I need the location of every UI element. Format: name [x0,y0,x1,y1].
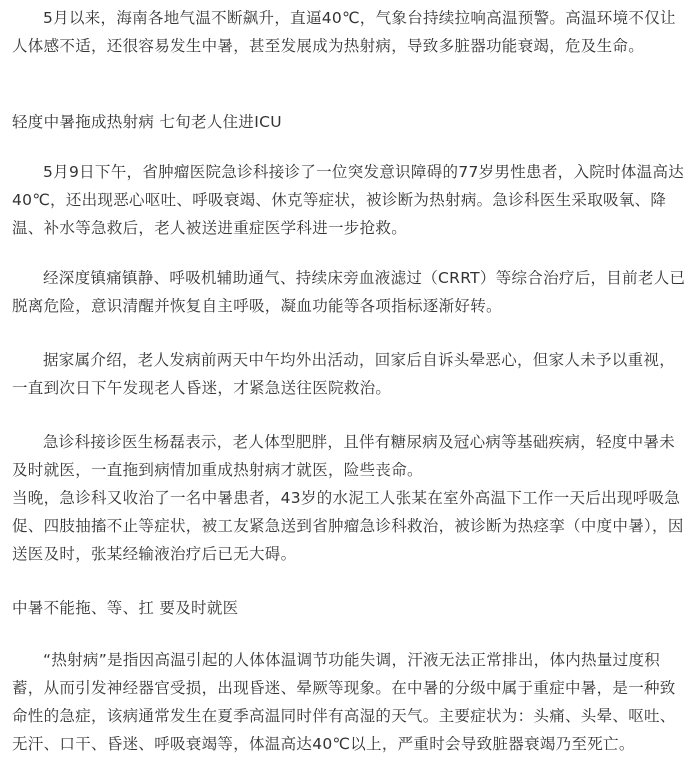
section-heading-2: 中暑不能拖、等、扛 要及时就医 [12,599,239,617]
paragraph-heatstroke-definition: “热射病”是指因高温引起的人体体温调节功能失调，汗液无法正常排出，体内热量过度积蓄，从而引发神经器官受损，出现昏迷、晕厥等现象。在中暑的分级中属于重症中暑，是一种致命性的急症，该病通常发生在夏季高温同时伴有高湿的天气。主要症状为：头痛、头晕、呕吐、无汗、口干、昏迷、呼吸衰竭等，体温高达40℃以上，严重时会导致脏器衰竭乃至死亡。 [12,651,676,753]
section-heading-1: 轻度中暑拖成热射病 七旬老人住进ICU [12,113,282,131]
paragraph-intro: 5月以来，海南各地气温不断飙升，直逼40℃，气象台持续拉响高温预警。高温环境不仅让人体感不适，还很容易发生中暑，甚至发展成为热射病，导致多脏器功能衰竭，危及生命。 [12,9,676,55]
paragraph-case-1: 5月9日下午，省肿瘤医院急诊科接诊了一位突发意识障碍的77岁男性患者，入院时体温高达40℃，还出现恶心呕吐、呼吸衰竭、休克等症状，被诊断为热射病。急诊科医生采取吸氧、降温、补水等急救后，老人被送进重症医学科进一步抢救。 [12,163,685,237]
paragraph-family: 据家属介绍，老人发病前两天中午均外出活动，回家后自诉头晕恶心，但家人未予以重视，一直到次日下午发现老人昏迷，才紧急送往医院救治。 [12,351,676,397]
paragraph-doctor: 急诊科接诊医生杨磊表示，老人体型肥胖，且伴有糖尿病及冠心病等基础疾病，轻度中暑未及时就医，一直拖到病情加重成热射病才就医，险些丧命。 [12,433,676,479]
paragraph-case-2: 当晚，急诊科又收治了一名中暑患者，43岁的水泥工人张某在室外高温下工作一天后出现呼吸急促、四肢抽搐不止等症状，被工友紧急送到省肿瘤急诊科救治，被诊断为热痉挛（中度中暑），因送医及时，张某经输液治疗后已无大碍。 [12,489,684,563]
paragraph-treatment: 经深度镇痛镇静、呼吸机辅助通气、持续床旁血液滤过（CRRT）等综合治疗后，目前老人已脱离危险，意识清醒并恢复自主呼吸，凝血功能等各项指标逐渐好转。 [12,269,686,315]
